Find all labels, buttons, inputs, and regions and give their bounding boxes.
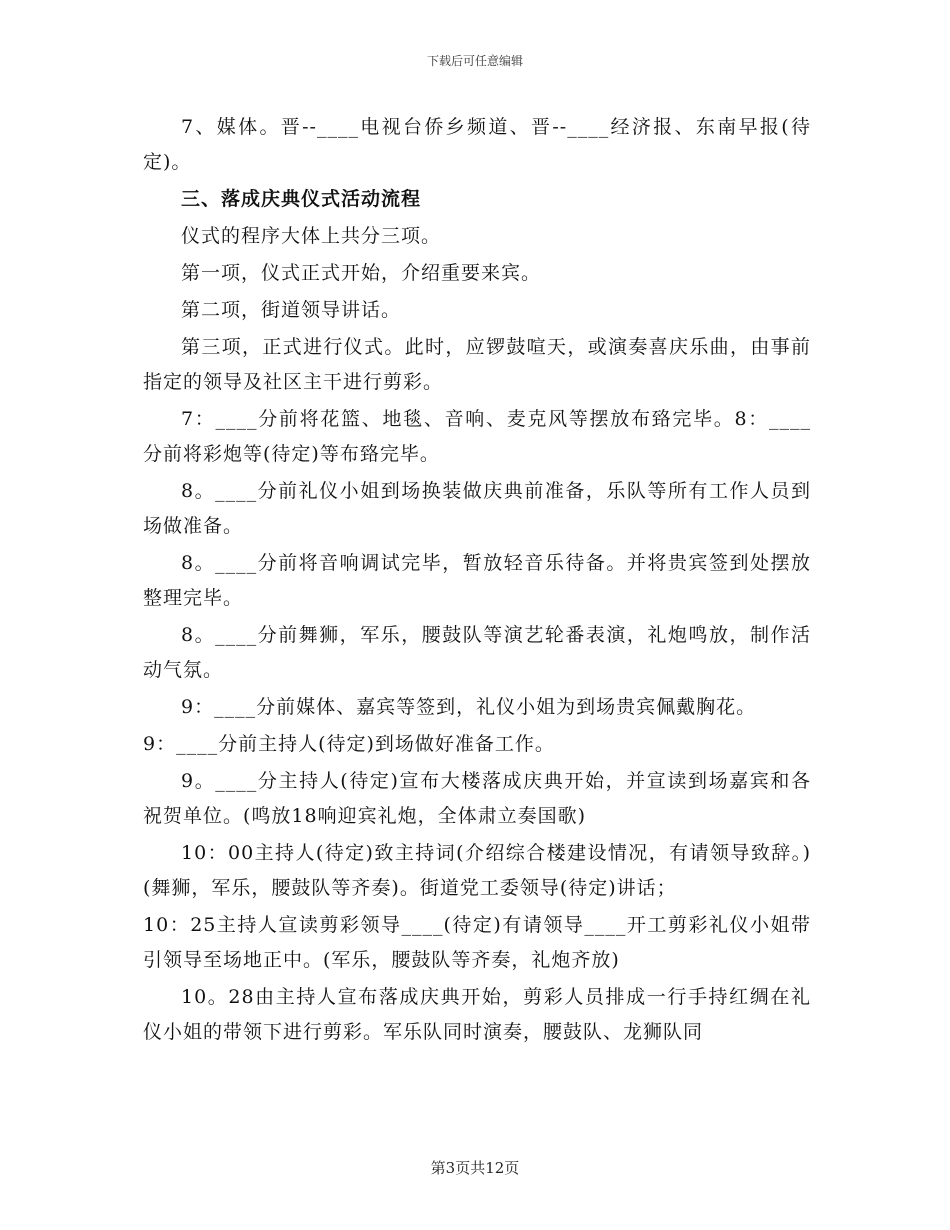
paragraph-schedule-8c: 8。____分前舞狮，军乐，腰鼓队等演艺轮番表演，礼炮鸣放，制作活动气氛。 — [143, 624, 811, 681]
paragraph-schedule-8a: 8。____分前礼仪小姐到场换装做庆典前准备，乐队等所有工作人员到场做准备。 — [143, 480, 811, 537]
paragraph-schedule-9b: 9：____分前主持人(待定)到场做好准备工作。 — [143, 733, 555, 755]
paragraph-item-1: 第一项，仪式正式开始，介绍重要来宾。 — [181, 262, 542, 284]
paragraph-overview: 仪式的程序大体上共分三项。 — [181, 225, 442, 247]
paragraph-schedule-9c: 9。____分主持人(待定)宣布大楼落成庆典开始，并宣读到场嘉宾和各祝贺单位。(鸣放18响迎宾礼炮，全体肃立奏国歌) — [143, 770, 811, 827]
paragraph-schedule-8b: 8。____分前将音响调试完毕，暂放轻音乐待备。并将贵宾签到处摆放整理完毕。 — [143, 552, 811, 609]
section-heading: 三、落成庆典仪式活动流程 — [181, 188, 422, 210]
paragraph-schedule-7: 7：____分前将花篮、地毯、音响、麦克风等摆放布臵完毕。8：____分前将彩炮等(待定)等布臵完毕。 — [143, 408, 811, 465]
paragraph-schedule-1028: 10。28由主持人宣布落成庆典开始，剪彩人员排成一行手持红绸在礼仪小姐的带领下进行剪彩。军乐队同时演奏，腰鼓队、龙狮队同 — [143, 986, 811, 1043]
page-footer: 第3页共12页 — [430, 1159, 520, 1177]
paragraph-media: 7、媒体。晋--____电视台侨乡频道、晋--____经济报、东南早报(待定)。 — [143, 116, 811, 173]
document-body — [143, 110, 811, 1052]
paragraph-schedule-1000: 10：00主持人(待定)致主持词(介绍综合楼建设情况，有请领导致辞。)(舞狮，军乐，腰鼓队等齐奏)。街道党工委领导(待定)讲话； — [143, 842, 811, 899]
paragraph-item-2: 第二项，街道领导讲话。 — [181, 299, 402, 321]
paragraph-schedule-1025: 10：25主持人宣读剪彩领导____(待定)有请领导____开工剪彩礼仪小姐带引领导至场地正中。(军乐，腰鼓队等齐奏，礼炮齐放) — [143, 914, 811, 971]
paragraph-item-3: 第三项，正式进行仪式。此时，应锣鼓喧天，或演奏喜庆乐曲，由事前指定的领导及社区主干进行剪彩。 — [143, 336, 811, 393]
paragraph-schedule-9a: 9：____分前媒体、嘉宾等签到，礼仪小姐为到场贵宾佩戴胸花。 — [181, 696, 757, 718]
page-header: 下载后可任意编辑 — [426, 54, 523, 68]
